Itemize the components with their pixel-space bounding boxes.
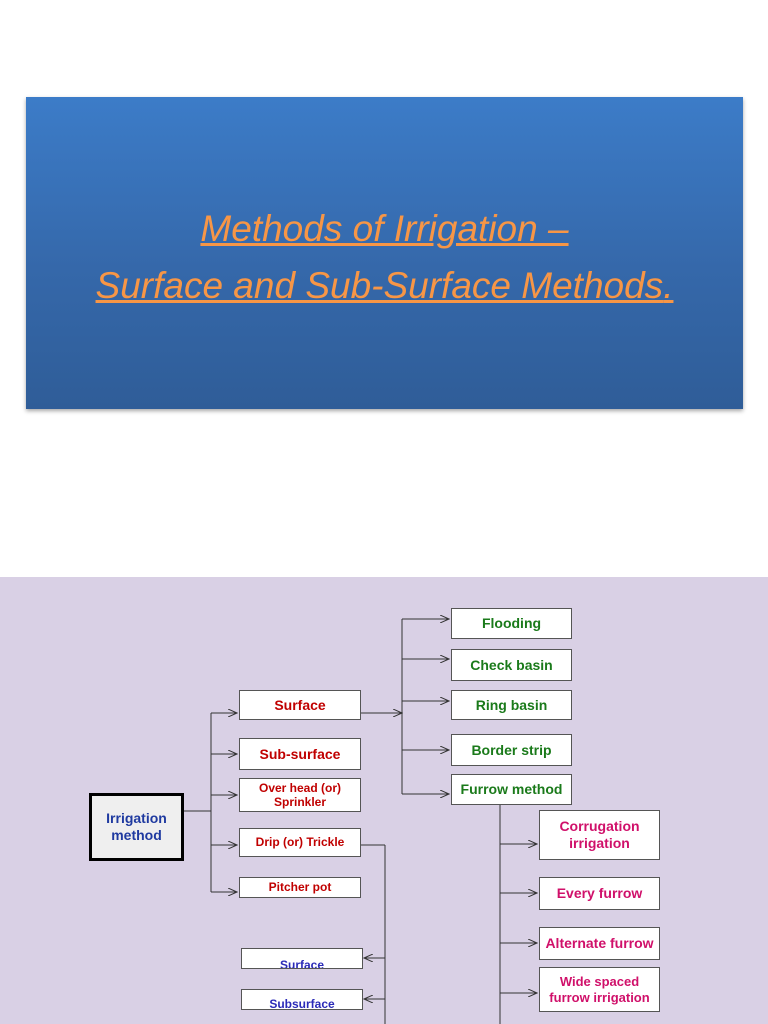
- node-check-basin: Check basin: [451, 649, 572, 681]
- node-drip-surface: Surface: [241, 948, 363, 969]
- title-slide: [26, 97, 743, 409]
- title-line-2-main: Surface and Sub-Surface Methods: [95, 265, 664, 306]
- title-line-2: [26, 267, 743, 304]
- title-line-2-period: .: [663, 265, 674, 306]
- node-border-strip: Border strip: [451, 734, 572, 766]
- node-drip: Drip (or) Trickle: [239, 828, 361, 857]
- node-alternate-furrow: Alternate furrow: [539, 927, 660, 960]
- node-sprinkler: Over head (or) Sprinkler: [239, 778, 361, 812]
- diagram-slide: [0, 577, 768, 1024]
- node-wide-spaced-furrow: Wide spaced furrow irrigation: [539, 967, 660, 1012]
- node-irrigation-method: Irrigation method: [89, 793, 184, 861]
- node-corrugation-irrigation: Corrugation irrigation: [539, 810, 660, 860]
- node-drip-subsurface: Subsurface: [241, 989, 363, 1010]
- node-sub-surface: Sub-surface: [239, 738, 361, 770]
- node-every-furrow: Every furrow: [539, 877, 660, 910]
- title-line-1: Methods of Irrigation –: [200, 208, 569, 249]
- node-flooding: Flooding: [451, 608, 572, 639]
- node-furrow-method: Furrow method: [451, 774, 572, 805]
- node-pitcher-pot: Pitcher pot: [239, 877, 361, 898]
- node-ring-basin: Ring basin: [451, 690, 572, 720]
- node-surface: Surface: [239, 690, 361, 720]
